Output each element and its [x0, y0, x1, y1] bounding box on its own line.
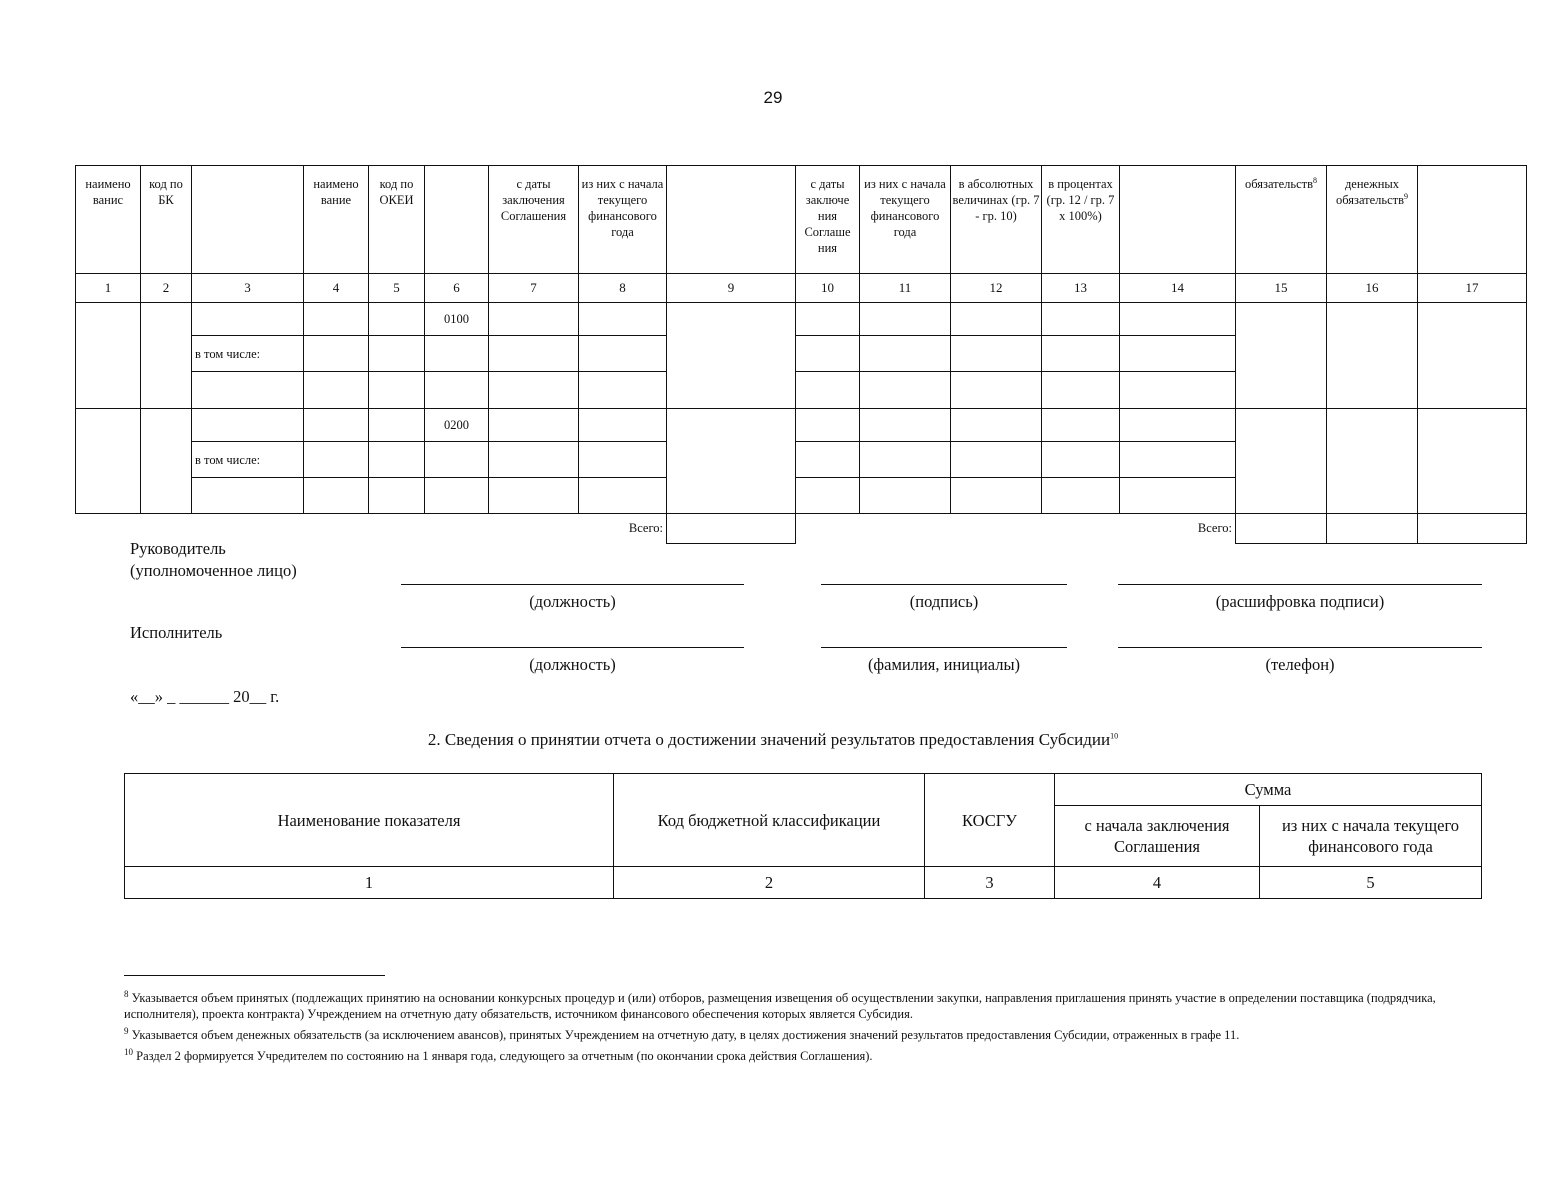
table-cell [489, 442, 579, 478]
table-cell [1236, 303, 1327, 409]
table-cell [369, 372, 425, 409]
table-cell [304, 478, 369, 514]
table-cell [579, 372, 667, 409]
table-cell [304, 303, 369, 336]
table-cell [192, 372, 304, 409]
code-cell: 0200 [425, 409, 489, 442]
table-cell [1327, 409, 1418, 514]
header-cell [1418, 166, 1527, 274]
table-cell [141, 409, 192, 514]
table-cell [1418, 303, 1527, 409]
phone-line [1118, 647, 1482, 648]
column-number: 9 [667, 274, 796, 303]
table-cell [192, 303, 304, 336]
total-cell [1236, 514, 1327, 544]
header-cell [192, 166, 304, 274]
header-cell [667, 166, 796, 274]
table-cell [192, 478, 304, 514]
table-cell [425, 372, 489, 409]
table-cell [579, 442, 667, 478]
table-cell [796, 303, 860, 336]
date-line: «__» _ ______ 20__ г. [130, 687, 280, 706]
table-cell [860, 372, 951, 409]
section-title-text: 2. Сведения о принятии отчета о достижении значений результатов предоставления Субсидии [427, 730, 1111, 749]
decoding-line [1118, 584, 1482, 585]
header-row [76, 166, 1527, 274]
table-cell [1042, 478, 1120, 514]
footnote-number: 9 [124, 1025, 129, 1036]
head-sublabel: (уполномоченное лицо) [130, 561, 297, 580]
section-2-title [0, 730, 1546, 750]
column-number: 5 [1260, 867, 1482, 899]
table-cell [425, 442, 489, 478]
signature-caption: (подпись) [909, 592, 979, 611]
header-cell-obligations [1236, 166, 1327, 274]
column-number: 3 [192, 274, 304, 303]
table-cell [425, 478, 489, 514]
table-cell [860, 442, 951, 478]
header-cell-code: Код бюджетной классификации [614, 774, 925, 867]
header-text: денежных обязательств [1335, 177, 1405, 207]
position-line [401, 584, 744, 585]
table-cell [579, 303, 667, 336]
column-number: 4 [304, 274, 369, 303]
table-cell [304, 336, 369, 372]
table-cell [951, 372, 1042, 409]
head-label: Руководитель [130, 539, 226, 558]
position-caption: (должность) [529, 592, 616, 611]
table-cell [951, 442, 1042, 478]
table-cell [489, 372, 579, 409]
table-cell [579, 336, 667, 372]
table-row [76, 409, 1527, 442]
column-number: 10 [796, 274, 860, 303]
table-cell [951, 303, 1042, 336]
table-cell [860, 478, 951, 514]
total-cell [667, 514, 796, 544]
header-cell: с даты заключения Соглашения [489, 166, 579, 274]
including-label: в том числе: [192, 442, 304, 478]
table-cell [579, 478, 667, 514]
executor-label: Исполнитель [130, 623, 223, 642]
column-number-row [76, 274, 1527, 303]
total-cell [1418, 514, 1527, 544]
footnote-8 [124, 990, 1464, 1022]
table-cell [1042, 372, 1120, 409]
column-number: 4 [1055, 867, 1260, 899]
table-cell [1042, 409, 1120, 442]
table-cell [796, 372, 860, 409]
table-cell [860, 303, 951, 336]
table-cell [579, 409, 667, 442]
position-caption: (должность) [529, 655, 616, 674]
table-cell [369, 303, 425, 336]
column-number: 2 [141, 274, 192, 303]
header-cell-name: Наименование показателя [125, 774, 614, 867]
decoding-caption: (расшифровка подписи) [1215, 592, 1385, 611]
table-cell [304, 409, 369, 442]
footnote-number: 10 [124, 1046, 133, 1057]
table-cell [860, 409, 951, 442]
table-cell [304, 442, 369, 478]
name-line [821, 647, 1067, 648]
column-number: 7 [489, 274, 579, 303]
column-number: 6 [425, 274, 489, 303]
header-cell: с даты заключе ния Соглаше ния [796, 166, 860, 274]
header-cell [425, 166, 489, 274]
table-cell [1327, 303, 1418, 409]
table-cell [1120, 303, 1236, 336]
table-cell [369, 442, 425, 478]
column-number: 1 [125, 867, 614, 899]
header-cell: из них с начала текущего финансового года [579, 166, 667, 274]
table-cell [76, 303, 141, 409]
column-number-row [125, 867, 1482, 899]
column-number: 3 [925, 867, 1055, 899]
header-text: обязательств [1244, 177, 1314, 191]
header-cell: из них с начала текущего финансового года [860, 166, 951, 274]
table-cell [369, 409, 425, 442]
footnote-10 [124, 1048, 1464, 1064]
column-number: 11 [860, 274, 951, 303]
including-label: в том числе: [192, 336, 304, 372]
footnote-ref: 8 [1313, 175, 1318, 185]
footnote-text: Указывается объем денежных обязательств (за исключением авансов), принятых Учреждением на отчетную дату, в целях достижения значений результатов предоставления Субсидии, отраженных в графе 11. [131, 1028, 1240, 1042]
header-cell: наимено вание [304, 166, 369, 274]
footnote-number: 8 [124, 988, 129, 999]
table-cell [489, 336, 579, 372]
total-cell [1327, 514, 1418, 544]
header-cell-money-obligations [1327, 166, 1418, 274]
acceptance-table [124, 773, 1482, 899]
footnote-ref: 9 [1404, 191, 1409, 201]
table-cell [796, 478, 860, 514]
header-cell [1120, 166, 1236, 274]
column-number: 15 [1236, 274, 1327, 303]
table-cell [1120, 409, 1236, 442]
report-table [75, 165, 1527, 544]
table-cell [796, 409, 860, 442]
column-number: 2 [614, 867, 925, 899]
code-cell: 0100 [425, 303, 489, 336]
total-label: Всего: [1197, 521, 1232, 535]
footnote-ref: 10 [1110, 731, 1119, 741]
table-row [76, 303, 1527, 336]
table-cell [951, 409, 1042, 442]
table-cell [796, 442, 860, 478]
table-cell [667, 409, 796, 514]
table-cell [141, 303, 192, 409]
table-cell [369, 336, 425, 372]
column-number: 5 [369, 274, 425, 303]
header-cell-sum-from-agreement: с начала заключения Соглашения [1055, 806, 1260, 867]
header-cell-kosgu: КОСГУ [925, 774, 1055, 867]
table-cell [489, 409, 579, 442]
column-number: 13 [1042, 274, 1120, 303]
table-cell [192, 409, 304, 442]
column-number: 16 [1327, 274, 1418, 303]
position-line [401, 647, 744, 648]
column-number: 17 [1418, 274, 1527, 303]
table-cell [1120, 336, 1236, 372]
header-row [125, 774, 1482, 806]
table-cell [1418, 409, 1527, 514]
table-cell [1120, 372, 1236, 409]
table-cell [951, 336, 1042, 372]
table-cell [860, 336, 951, 372]
table-cell [304, 372, 369, 409]
footnote-divider [124, 975, 385, 976]
footnote-9 [124, 1027, 1464, 1043]
table-cell [369, 478, 425, 514]
page-number: 29 [763, 88, 783, 107]
footnote-text: Указывается объем принятых (подлежащих принятию на основании конкурсных процедур и (или) отборов, размещения извещения об осуществлении закупки, направления приглашения принять участие в определении поставщика (подрядчика, исполнителя), проекта контракта) Учреждением на отчетную дату обязательств, источником финансового обеспечения которых является Субсидия. [124, 991, 1436, 1021]
column-number: 12 [951, 274, 1042, 303]
table-cell [425, 336, 489, 372]
header-cell-sum-current-year: из них с начала текущего финансового года [1260, 806, 1482, 867]
table-cell [1236, 409, 1327, 514]
table-cell [489, 303, 579, 336]
table-cell [1042, 442, 1120, 478]
total-row [76, 514, 1527, 544]
column-number: 1 [76, 274, 141, 303]
table-cell [76, 409, 141, 514]
header-cell: в абсолютных величинах (гр. 7 - гр. 10) [951, 166, 1042, 274]
table-cell [1042, 336, 1120, 372]
header-cell: наимено ванис [76, 166, 141, 274]
footnote-text: Раздел 2 формируется Учредителем по состоянию на 1 января года, следующего за отчетным (по окончании срока действия Соглашения). [136, 1049, 873, 1063]
signature-line [821, 584, 1067, 585]
table-cell [667, 303, 796, 409]
phone-caption: (телефон) [1265, 655, 1335, 674]
column-number: 14 [1120, 274, 1236, 303]
table-cell [1120, 442, 1236, 478]
header-cell: в процентах (гр. 12 / гр. 7 х 100%) [1042, 166, 1120, 274]
header-cell: код по БК [141, 166, 192, 274]
header-cell-sum: Сумма [1055, 774, 1482, 806]
header-cell: код по ОКЕИ [369, 166, 425, 274]
total-label: Всего: [628, 521, 663, 535]
table-cell [951, 478, 1042, 514]
table-cell [489, 478, 579, 514]
table-cell [1120, 478, 1236, 514]
column-number: 8 [579, 274, 667, 303]
table-cell [796, 336, 860, 372]
table-cell [1042, 303, 1120, 336]
name-caption: (фамилия, инициалы) [867, 655, 1021, 674]
